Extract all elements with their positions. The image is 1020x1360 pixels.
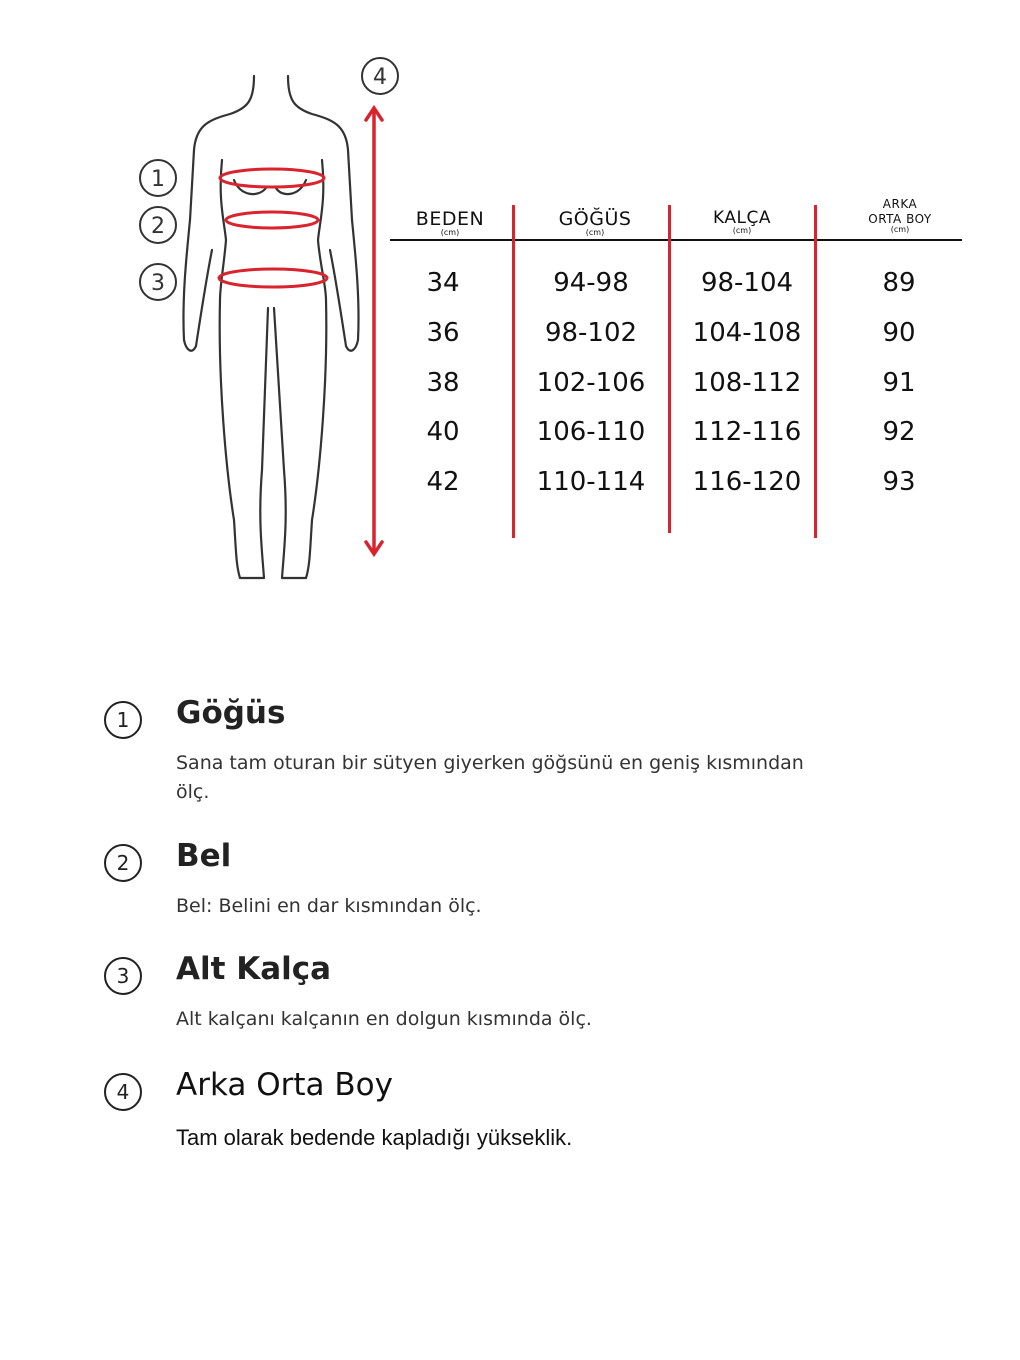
- header-kalca-title: KALÇA: [713, 208, 771, 228]
- marker-4-label: 4: [373, 65, 387, 90]
- legend-desc-alt-kalca: Alt kalçanı kalçanın en dolgun kısmında ölç.: [176, 1008, 592, 1030]
- cell-chest: 98-102: [544, 318, 638, 348]
- cell-size: 36: [426, 318, 460, 348]
- column-divider-2: [668, 205, 671, 533]
- header-kalca: [690, 208, 794, 235]
- cell-back-length: 90: [882, 318, 916, 348]
- header-arka-title: ARKA: [882, 197, 918, 211]
- header-arka-unit: (cm): [890, 225, 910, 234]
- cell-size: 40: [426, 417, 460, 447]
- legend-desc-bel: Bel: Belini en dar kısmından ölç.: [176, 895, 482, 917]
- cell-chest: 106-110: [536, 417, 646, 447]
- cell-size: 38: [426, 368, 460, 398]
- column-divider-1: [512, 205, 515, 538]
- marker-2-label: 2: [151, 214, 165, 239]
- header-orta-boy-title: ORTA BOY: [868, 212, 932, 226]
- header-beden-unit: (cm): [440, 228, 460, 237]
- legend-number-4: 4: [104, 1073, 142, 1111]
- header-gogus-title: GÖĞÜS: [558, 208, 632, 230]
- cell-hip: 116-120: [692, 467, 802, 497]
- cell-size: 42: [426, 467, 460, 497]
- cell-hip: 108-112: [692, 368, 802, 398]
- marker-1-label: 1: [151, 167, 165, 192]
- legend-number-2: 2: [104, 844, 142, 882]
- cell-chest: 110-114: [536, 467, 646, 497]
- body-measurement-figure: [130, 50, 410, 590]
- legend-number-1: 1: [104, 701, 142, 739]
- header-rule: [390, 239, 962, 241]
- header-arka-orta-boy: [850, 197, 950, 234]
- legend-title-alt-kalca: Alt Kalça: [176, 951, 332, 987]
- column-divider-3: [814, 205, 817, 538]
- legend-title-arka-orta-boy: Arka Orta Boy: [176, 1067, 393, 1103]
- cell-back-length: 92: [882, 417, 916, 447]
- cell-chest: 102-106: [536, 368, 646, 398]
- header-kalca-unit: (cm): [732, 226, 752, 235]
- legend-desc-gogus: Sana tam oturan bir sütyen giyerken göğsünü en geniş kısmından ölç.: [176, 752, 804, 803]
- cell-back-length: 91: [882, 368, 916, 398]
- cell-size: 34: [426, 268, 460, 298]
- cell-chest: 94-98: [553, 268, 629, 298]
- legend-title-bel: Bel: [176, 838, 232, 874]
- header-beden: [400, 208, 500, 237]
- legend-desc-arka-orta-boy: Tam olarak bedende kapladığı yükseklik.: [176, 1125, 573, 1150]
- cell-hip: 104-108: [692, 318, 802, 348]
- legend-title-gogus: Göğüs: [176, 695, 286, 731]
- marker-3-label: 3: [151, 271, 165, 296]
- header-gogus-unit: (cm): [585, 228, 605, 237]
- cell-back-length: 89: [882, 268, 916, 298]
- legend-number-3: 3: [104, 957, 142, 995]
- header-gogus: [540, 208, 650, 237]
- header-beden-title: BEDEN: [415, 208, 485, 230]
- cell-hip: 112-116: [692, 417, 802, 447]
- cell-back-length: 93: [882, 467, 916, 497]
- cell-hip: 98-104: [700, 268, 794, 298]
